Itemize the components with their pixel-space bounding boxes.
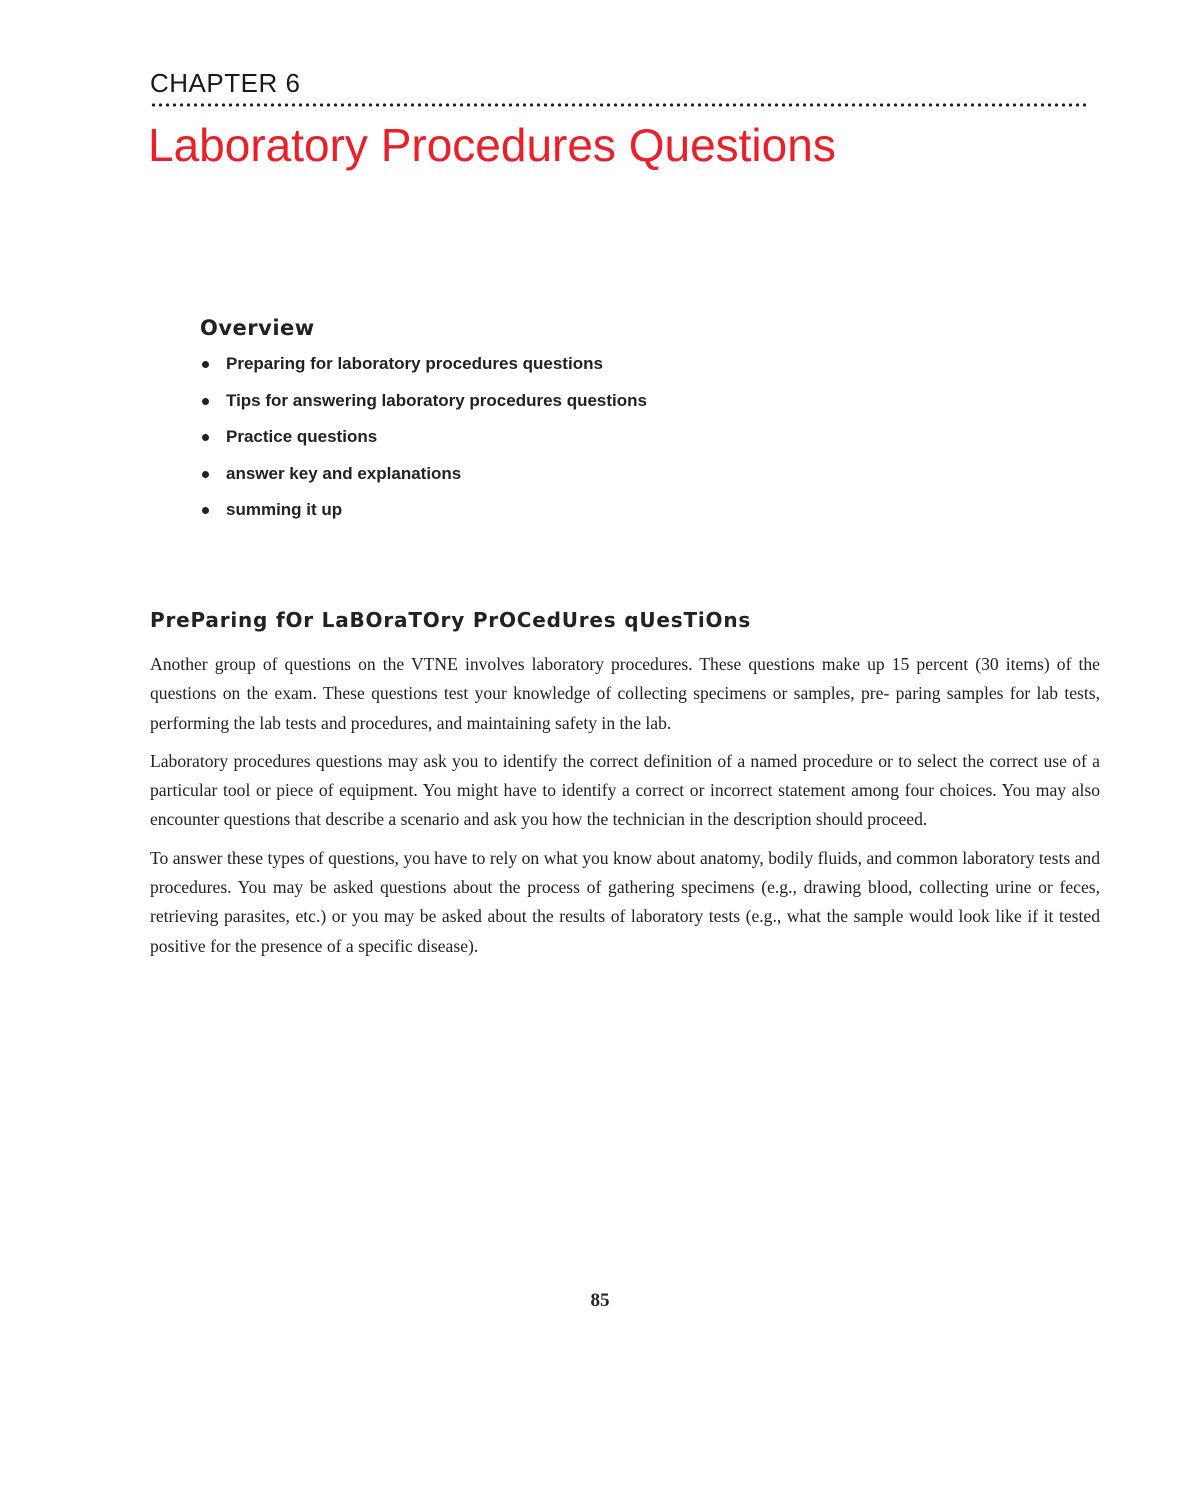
body-paragraph: Laboratory procedures questions may ask you to identify the correct definition of a named procedure or to select the correct use of a particular tool or piece of equipment. You might have to identify a correct or incorrect statement among four choices. You may also encounter questions that describe a scenario and ask you how the technician in the description should proceed. bbox=[150, 750, 1100, 830]
overview-item bbox=[200, 389, 647, 426]
overview-item bbox=[200, 462, 647, 499]
body-paragraph: To answer these types of questions, you have to rely on what you know about anatomy, bodily fluids, and common laboratory tests and procedures. You may be asked questions about the process of gathering specimens (e.g., drawing blood, collecting urine or feces, retrieving parasites, etc.) or you may be asked about the results of laboratory tests (e.g., what the sample would look like if it tested positive for the presence of a specific disease). bbox=[150, 847, 1100, 956]
overview-item-label: summing it up bbox=[226, 500, 343, 519]
bullet-icon bbox=[202, 361, 209, 368]
chapter-label: CHAPTER 6 bbox=[150, 68, 301, 98]
overview-item-label: Practice questions bbox=[226, 427, 378, 446]
overview-list bbox=[200, 352, 647, 535]
bullet-icon bbox=[202, 434, 209, 441]
dotted-divider bbox=[150, 102, 1090, 108]
bullet-icon bbox=[202, 398, 209, 405]
chapter-title: Laboratory Procedures Questions bbox=[148, 119, 836, 171]
bullet-icon bbox=[202, 507, 209, 514]
section-body bbox=[150, 650, 1100, 970]
overview-item bbox=[200, 425, 647, 462]
overview-box bbox=[200, 316, 647, 535]
overview-heading: Overview bbox=[200, 316, 315, 340]
overview-item bbox=[200, 498, 647, 535]
bullet-icon bbox=[202, 471, 209, 478]
overview-item-label: answer key and explanations bbox=[226, 463, 462, 483]
overview-item-label: Tips for answering laboratory procedures questions bbox=[226, 390, 647, 410]
overview-item-label: Preparing for laboratory procedures questions bbox=[226, 354, 603, 373]
body-paragraph: Another group of questions on the VTNE involves laboratory procedures. These questions make up 15 percent (30 items) of the questions on the exam. These questions test your knowledge of collecting specimens or samples, pre- paring samples for lab tests, performing the lab tests and procedures, and maintaining safety in the lab. bbox=[150, 654, 1100, 733]
section-heading: PreParing fOr LaBOraTOry PrOCedUres qUesTiOns bbox=[150, 608, 752, 632]
overview-item bbox=[200, 352, 647, 389]
page-number: 85 bbox=[590, 1290, 610, 1311]
